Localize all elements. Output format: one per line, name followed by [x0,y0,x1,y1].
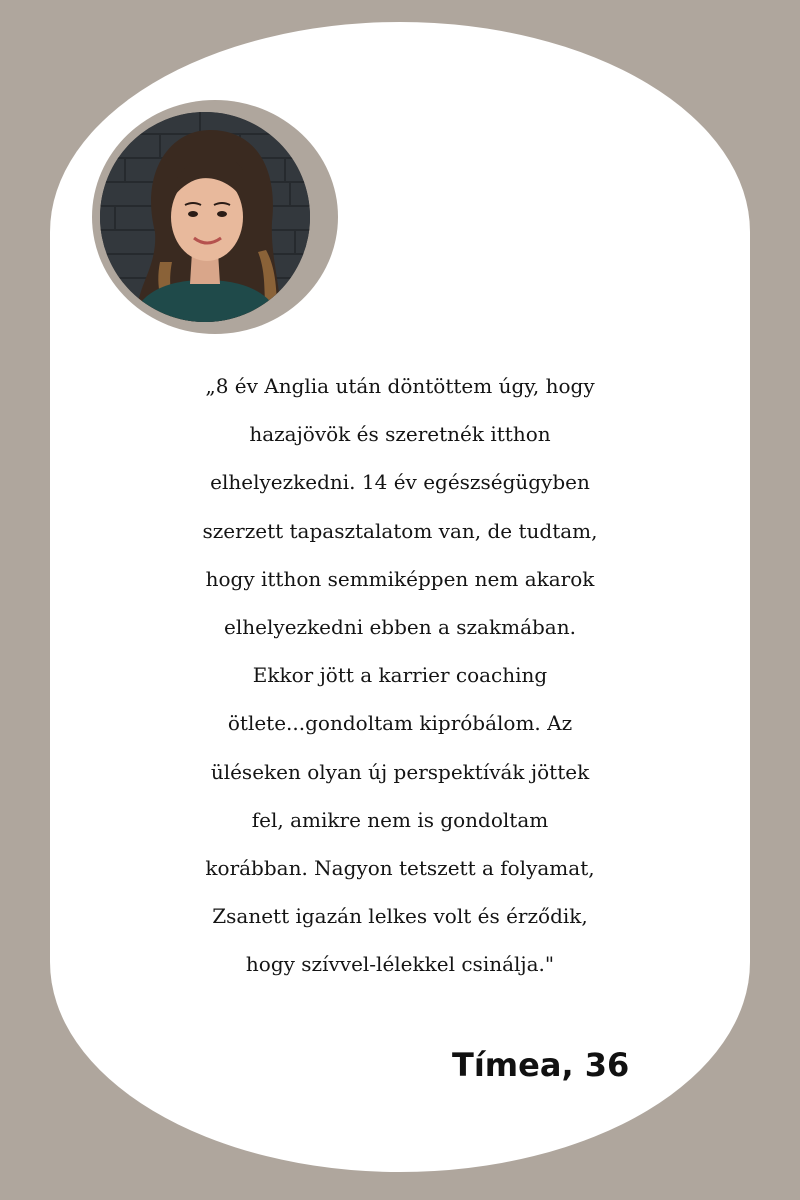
quote-line: hogy itthon semmiképpen nem akarok [205,566,595,591]
quote-line: Ekkor jött a karrier coaching [252,663,548,688]
quote-line: szerzett tapasztalatom van, de tudtam, [202,518,598,543]
quote-line: Zsanett igazán lelkes volt és érződik, [212,904,588,929]
quote-line: ötlete...gondoltam kipróbálom. Az [227,711,573,736]
quote-line: elhelyezkedni. 14 év egészségügyben [210,470,590,495]
testimonial-author: Tímea, 36 [452,1046,630,1084]
avatar [100,112,310,322]
quote-line: hogy szívvel-lélekkel csinálja." [245,952,555,977]
profile-photo-icon [100,112,310,322]
quote-line: hazajövök és szeretnék itthon [249,422,551,447]
testimonial-quote [60,362,740,989]
quote-line: fel, amikre nem is gondoltam [251,807,549,832]
quote-line: „8 év Anglia után döntöttem úgy, hogy [205,374,595,398]
quote-line: üléseken olyan új perspektívák jöttek [210,759,590,784]
quote-line: korábban. Nagyon tetszett a folyamat, [205,856,595,881]
quote-line: elhelyezkedni ebben a szakmában. [224,615,576,640]
